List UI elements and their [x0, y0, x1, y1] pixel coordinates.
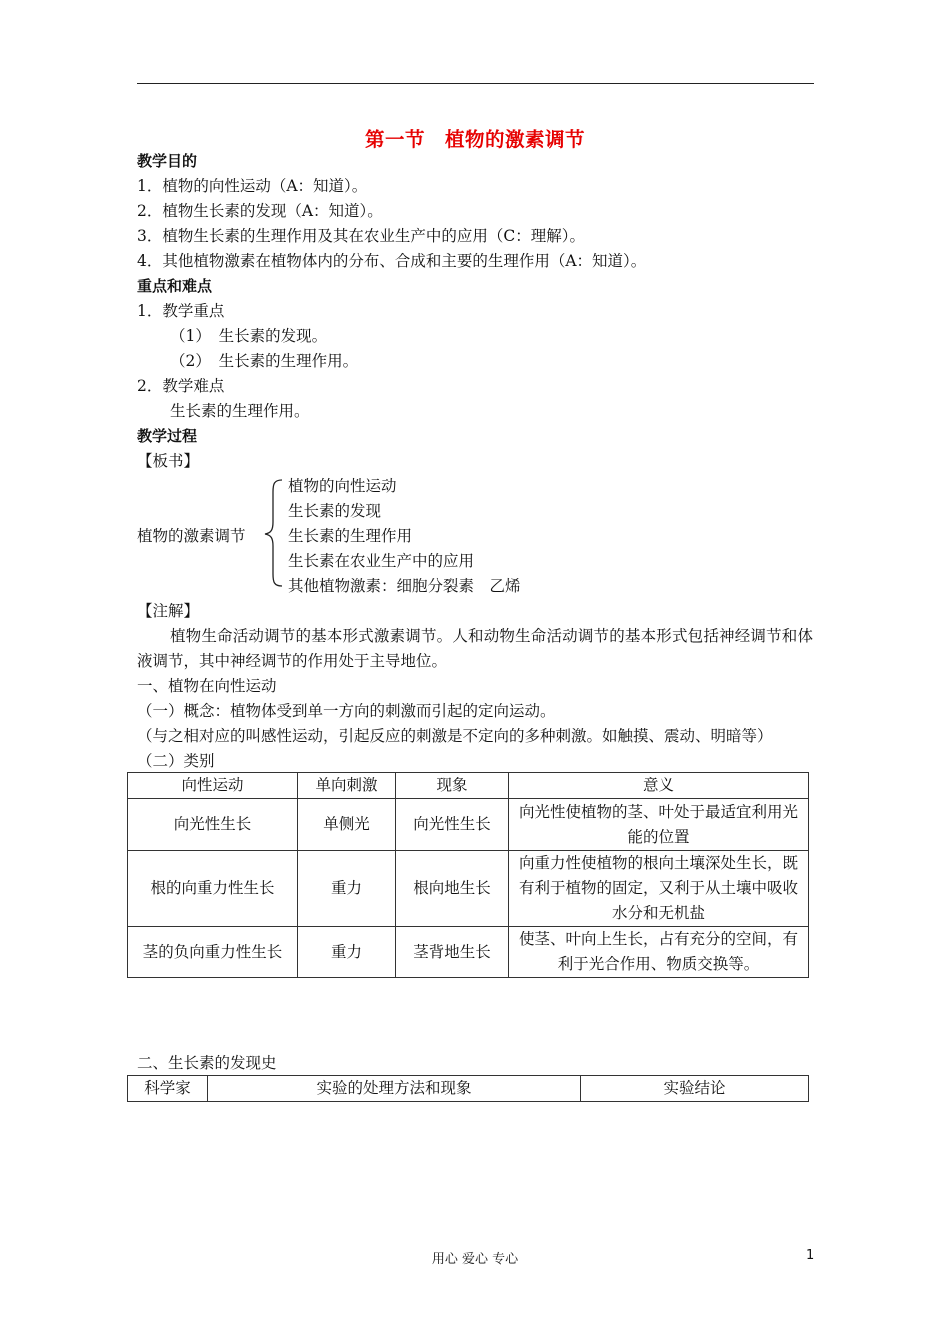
- table-cell: 向光性生长: [128, 799, 298, 851]
- focus-item: （1） 生长素的发现。: [170, 327, 328, 345]
- table-cell: 重力: [298, 851, 396, 927]
- tropism-table: [127, 772, 809, 978]
- section2-heading: 二、生长素的发现史: [137, 1054, 277, 1072]
- table-header-cell: 向性运动: [128, 773, 298, 799]
- table-cell: 向重力性使植物的根向土壤深处生长，既有利于植物的固定，又利于从土壤中吸收水分和无机盐: [509, 851, 809, 927]
- objective-item: 1．植物的向性运动（A：知道）。: [137, 177, 368, 195]
- table-cell: 重力: [298, 927, 396, 978]
- table-cell: 向光性使植物的茎、叶处于最适宜利用光能的位置: [509, 799, 809, 851]
- board-item: 生长素的生理作用: [288, 527, 413, 545]
- difficulty-label: 2．教学难点: [137, 377, 225, 395]
- focus-item: （2） 生长素的生理作用。: [170, 352, 359, 370]
- table-header-row: [128, 773, 809, 799]
- objective-item: 3．植物生长素的生理作用及其在农业生产中的应用（C：理解）。: [137, 227, 585, 245]
- header-rule: [137, 83, 814, 84]
- objective-item: 4．其他植物激素在植物体内的分布、合成和主要的生理作用（A：知道）。: [137, 252, 647, 270]
- table-cell: 使茎、叶向上生长，占有充分的空间，有利于光合作用、物质交换等。: [509, 927, 809, 978]
- board-root: 植物的激素调节: [137, 527, 246, 545]
- board-item: 植物的向性运动: [288, 477, 397, 495]
- table-header-cell: 单向刺激: [298, 773, 396, 799]
- note-paragraph: 植物生命活动调节的基本形式激素调节。人和动物生命活动调节的基本形式包括神经调节和体液调节，其中神经调节的作用处于主导地位。: [137, 627, 813, 670]
- note-label: 【注解】: [137, 602, 200, 620]
- difficulty-text: 生长素的生理作用。: [170, 402, 310, 420]
- table-cell: 根向地生长: [396, 851, 509, 927]
- table-cell: 向光性生长: [396, 799, 509, 851]
- table-header-row: [128, 1076, 809, 1102]
- focus-label: 1．教学重点: [137, 302, 225, 320]
- table-header-cell: 科学家: [128, 1076, 208, 1102]
- discovery-table: [127, 1075, 809, 1102]
- section1-heading: 一、植物在向性运动: [137, 677, 277, 695]
- page-footer: 用心 爱心 专心: [431, 1252, 519, 1267]
- curly-brace: [262, 478, 284, 588]
- table-row: [128, 851, 809, 927]
- concept-text: （一）概念：植物体受到单一方向的刺激而引起的定向运动。: [137, 702, 556, 720]
- objective-item: 2．植物生长素的发现（A：知道）。: [137, 202, 383, 220]
- table-cell: 单侧光: [298, 799, 396, 851]
- board-label: 【板书】: [137, 452, 200, 470]
- table-header-cell: 实验的处理方法和现象: [208, 1076, 581, 1102]
- table-row: [128, 927, 809, 978]
- category-label: （二）类别: [137, 752, 215, 770]
- table-cell: 根的向重力性生长: [128, 851, 298, 927]
- table-header-cell: 实验结论: [581, 1076, 809, 1102]
- objectives-heading: 教学目的: [137, 152, 198, 170]
- contrast-text: （与之相对应的叫感性运动，引起反应的刺激是不定向的多种刺激。如触摸、震动、明暗等）: [137, 727, 773, 745]
- board-item: 生长素的发现: [288, 502, 382, 520]
- keypoints-heading: 重点和难点: [137, 277, 213, 295]
- table-cell: 茎背地生长: [396, 927, 509, 978]
- table-header-cell: 意义: [509, 773, 809, 799]
- table-row: [128, 799, 809, 851]
- process-heading: 教学过程: [137, 427, 198, 445]
- table-cell: 茎的负向重力性生长: [128, 927, 298, 978]
- board-item: 其他植物激素：细胞分裂素 乙烯: [288, 577, 521, 595]
- page-title: 第一节 植物的激素调节: [364, 128, 585, 151]
- table-header-cell: 现象: [396, 773, 509, 799]
- board-item: 生长素在农业生产中的应用: [288, 552, 475, 570]
- page-number: 1: [806, 1248, 815, 1263]
